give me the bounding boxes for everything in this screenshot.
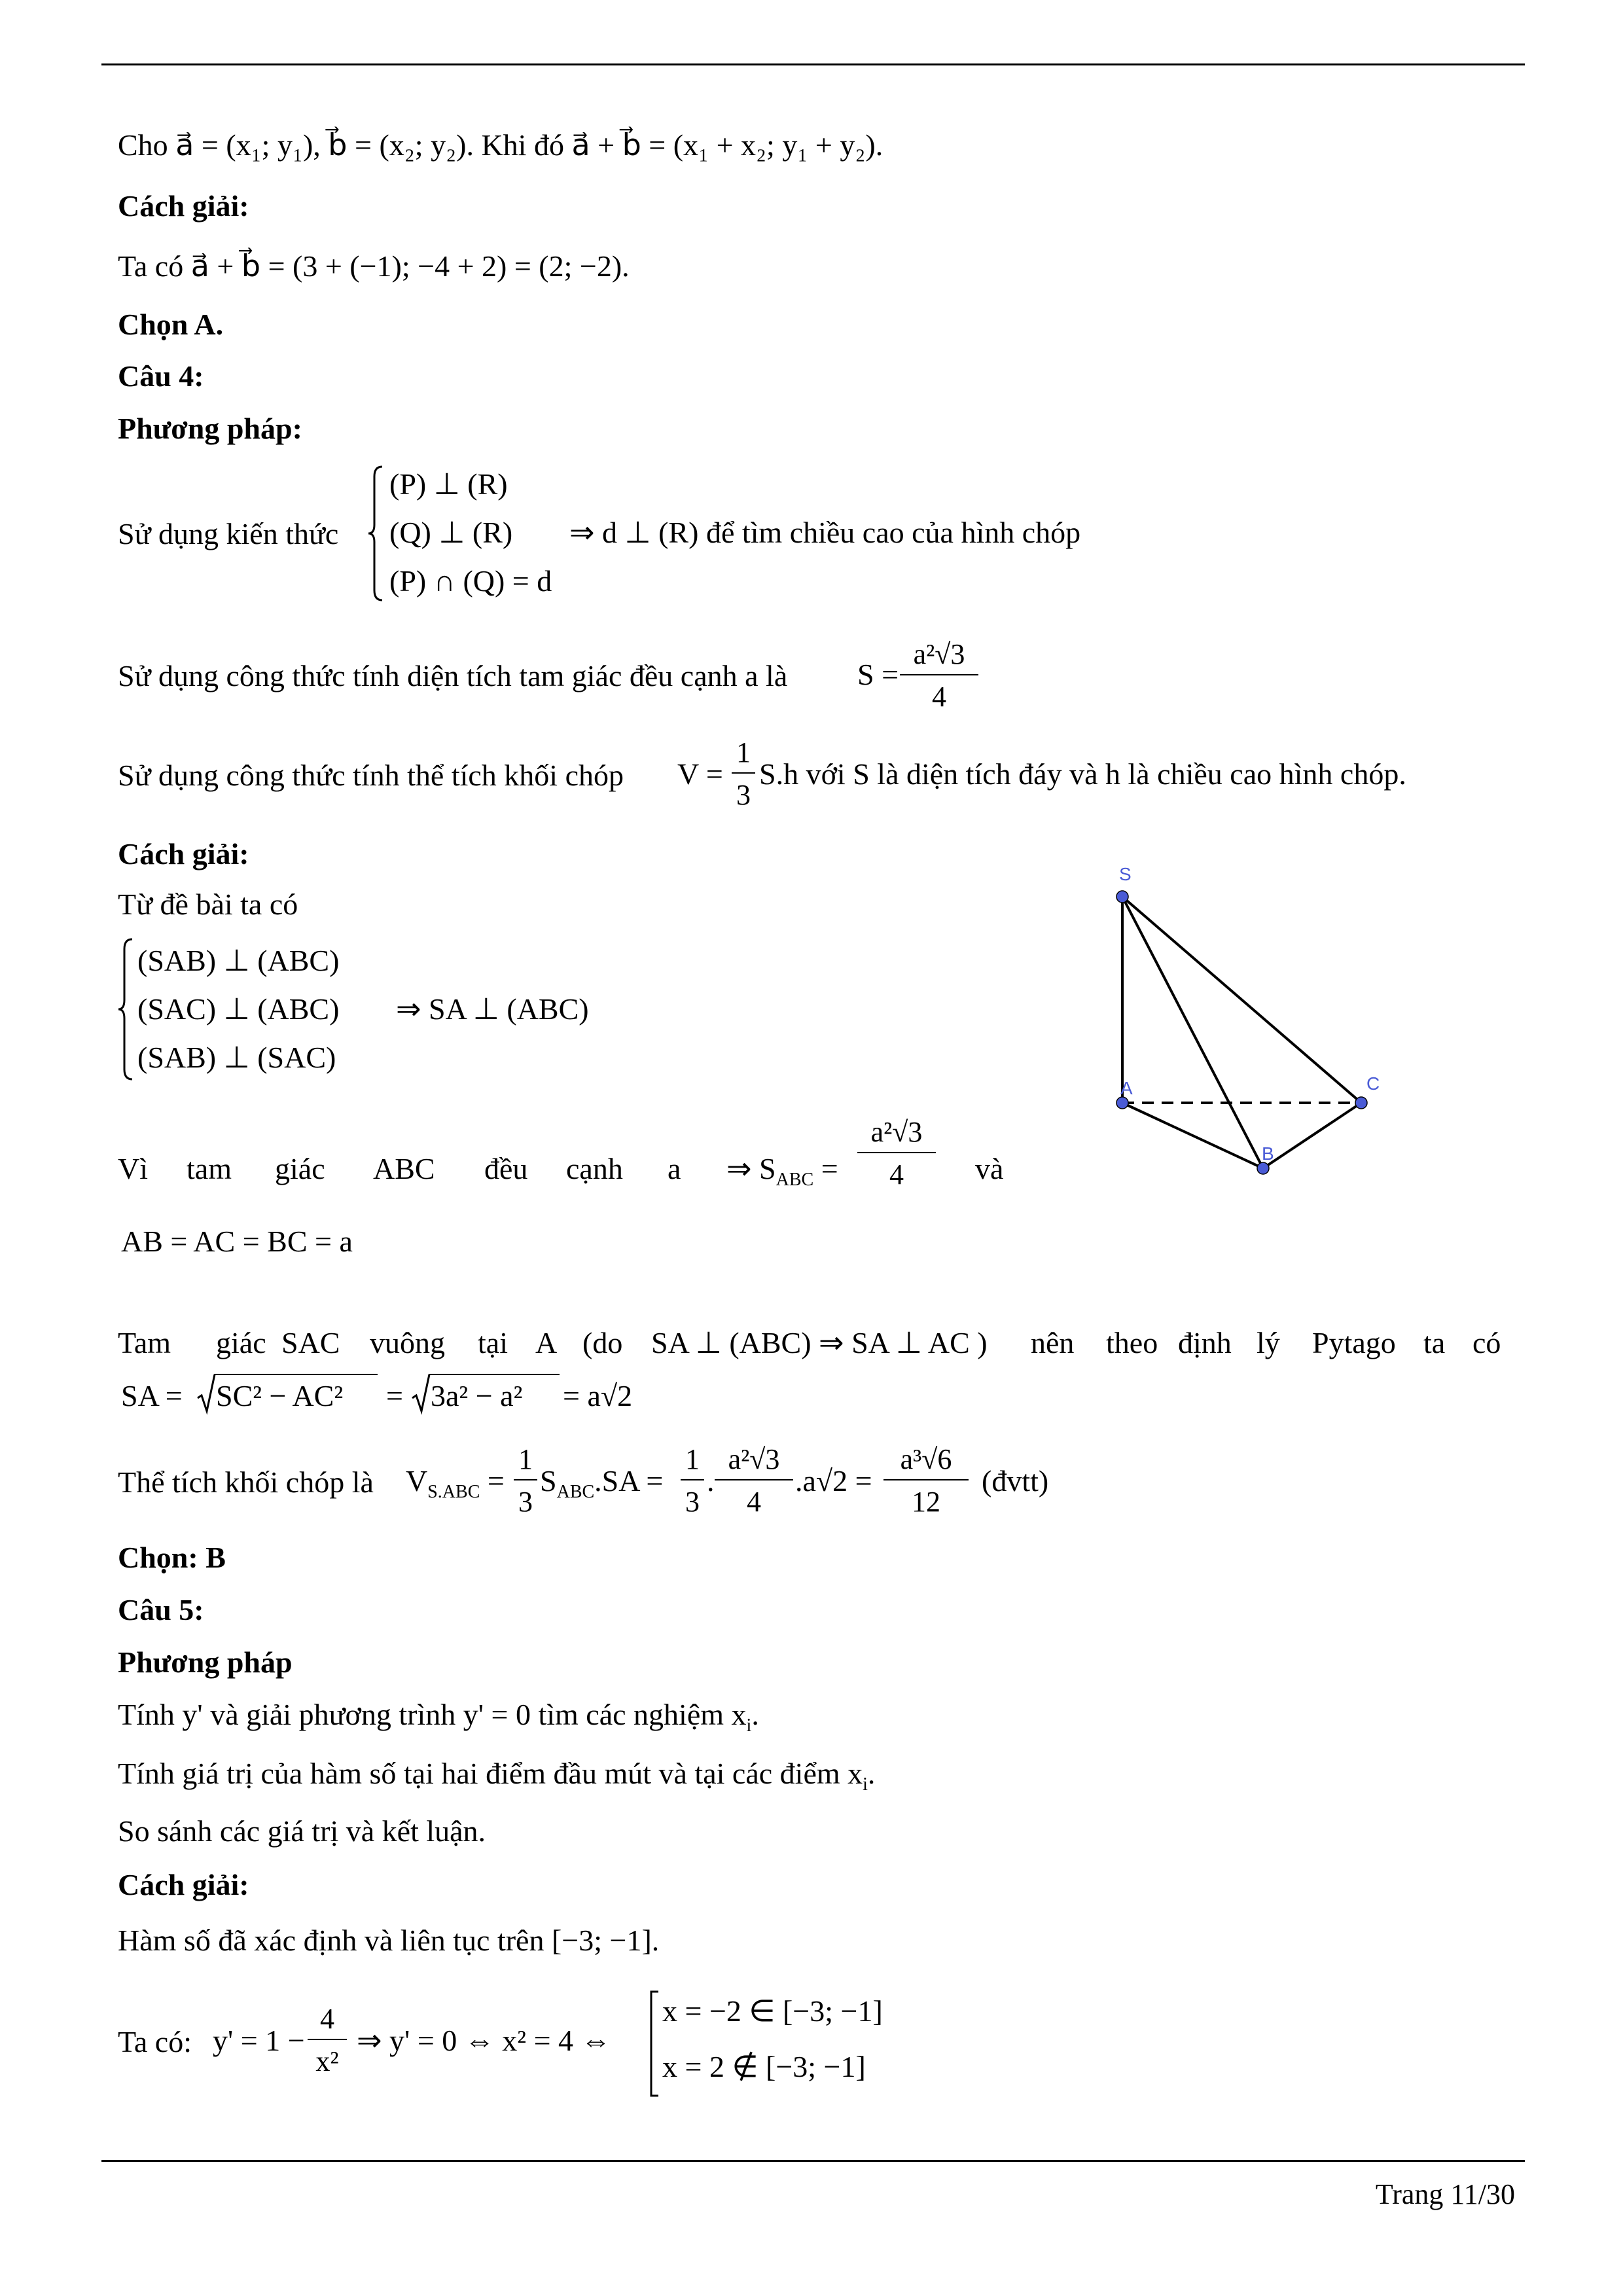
- s4-tri-w2: tam: [187, 1152, 232, 1185]
- s4-sa-root2-sign: [411, 1373, 431, 1415]
- s4-sac-w11: định: [1178, 1326, 1232, 1359]
- s5-deriv-prefix: Ta có:: [118, 2025, 192, 2058]
- s4-tri-w6: cạnh: [566, 1152, 623, 1185]
- s4-sa-res: = a√2: [563, 1379, 633, 1412]
- label-c: C: [1366, 1073, 1380, 1094]
- s4-v-f1-den: 3: [518, 1486, 533, 1518]
- s4-v-lhs: $V_{S.ABC}$ =: [406, 1464, 505, 1503]
- s3-cach-giai: Cách giải:: [118, 189, 249, 223]
- s4-v-dot: .: [707, 1464, 715, 1498]
- edge-sc: [1122, 897, 1361, 1103]
- s5-deriv-bar: [308, 2039, 347, 2040]
- s4-sac-w5: tại: [478, 1326, 508, 1359]
- header-rule: [101, 63, 1525, 65]
- edge-bc: [1263, 1103, 1361, 1168]
- s5-deriv-rhs: ⇒ y' = 0 ⇔ x² = 4 ⇔: [357, 2024, 611, 2057]
- s4-vol-text: Sử dụng công thức tính thể tích khối chóp: [118, 759, 624, 792]
- s4-system1-result: ⇒ d ⊥ (R) để tìm chiều cao của hình chóp: [569, 516, 1081, 549]
- s4-v-f3-bar: [715, 1479, 793, 1480]
- s4-sac-w6: A: [535, 1326, 558, 1359]
- vertex-b: [1257, 1162, 1269, 1174]
- s4-sabc-lhs: ⇒ $S_{ABC}$ =: [726, 1152, 838, 1191]
- s3-intro-formula: a⃗ = (x₁; y₁), b⃗ = (x₂; y₂): [175, 128, 467, 162]
- s4-cach-giai: Cách giải:: [118, 837, 249, 870]
- edge-sb: [1122, 897, 1263, 1168]
- s4-system1-eq2: (Q) ⊥ (R): [389, 516, 513, 549]
- s4-sides: AB = AC = BC = a: [121, 1225, 353, 1258]
- s3-intro-line: Cho a⃗ = (x₁; y₁), b⃗ = (x₂; y₂). Khi đó a⃗ + b⃗ = (x₁ + x₂; y₁ + y₂).: [118, 128, 883, 162]
- s5-deriv-lhs: y' = 1 −: [213, 2024, 305, 2057]
- s4-vol-sentence: Thể tích khối chóp là: [118, 1465, 374, 1499]
- s4-tri-w5: đều: [484, 1152, 528, 1185]
- footer-rule: [101, 2160, 1525, 2162]
- s4-system2-result: ⇒ SA ⊥ (ABC): [396, 992, 589, 1026]
- s4-sac-w2: giác: [216, 1326, 266, 1359]
- s4-area-num: a²√3: [913, 638, 965, 670]
- s5-step3: So sánh các giá trị và kết luận.: [118, 1814, 486, 1848]
- s4-area-bar: [900, 674, 978, 675]
- s4-sa-root1-bar: [214, 1374, 378, 1375]
- label-s: S: [1119, 864, 1132, 884]
- s4-tri-w1: Vì: [118, 1152, 148, 1185]
- s4-chon: Chọn: B: [118, 1541, 226, 1574]
- s3-solution-formula: a⃗ + b⃗ = (3 + (−1); −4 + 2) = (2; −2): [190, 249, 622, 283]
- s4-from-problem: Từ đề bài ta có: [118, 888, 298, 921]
- s4-tri-w7: a: [668, 1152, 681, 1185]
- s4-vol-rhs: S.h với S là diện tích đáy và h là chiều cao hình chóp.: [759, 757, 1406, 791]
- s4-sa-lhs: SA =: [121, 1379, 183, 1412]
- label-b: B: [1262, 1143, 1274, 1164]
- s5-step2: Tính giá trị của hàm số tại hai điểm đầu mút và tại các điểm $x_i$.: [118, 1757, 876, 1795]
- s4-system1-eq1: (P) ⊥ (R): [389, 467, 508, 501]
- s5-step1: Tính y' và giải phương trình y' = 0 tìm các nghiệm $x_i$.: [118, 1698, 759, 1736]
- s4-v-f2-num: 1: [685, 1443, 700, 1475]
- s5-title: Câu 5:: [118, 1593, 204, 1626]
- s4-system2-eq1: (SAB) ⊥ (ABC): [137, 944, 340, 977]
- s4-vol-bar: [732, 772, 755, 774]
- s4-sac-w4: vuông: [370, 1326, 445, 1359]
- s4-system2-eq2: (SAC) ⊥ (ABC): [137, 992, 340, 1026]
- pyramid-figure: [1086, 857, 1414, 1185]
- s4-va: và: [975, 1152, 1004, 1185]
- s4-sa-rad2: 3a² − a²: [431, 1379, 523, 1412]
- vertex-c: [1355, 1097, 1367, 1109]
- s4-system1-brace: [366, 465, 386, 602]
- s5-root1: x = −2 ∈ [−3; −1]: [662, 1994, 883, 2028]
- s4-sac-w1: Tam: [118, 1326, 171, 1359]
- s3-chon: Chọn A.: [118, 308, 224, 341]
- s4-sa-root2-bar: [429, 1374, 560, 1375]
- page-number: Trang 11/30: [1375, 2178, 1515, 2210]
- s4-v-unit: (đvtt): [982, 1464, 1049, 1498]
- s5-method: Phương pháp: [118, 1645, 293, 1679]
- s4-sac-w13: Pytago: [1312, 1326, 1396, 1359]
- s4-v-f4-bar: [883, 1479, 969, 1480]
- s4-tri-w3: giác: [275, 1152, 325, 1185]
- s4-sa-root1-sign: [196, 1373, 216, 1415]
- edge-ab: [1122, 1103, 1263, 1168]
- s4-vol-num: 1: [736, 736, 751, 768]
- s4-sabc-bar: [857, 1152, 936, 1153]
- vertex-s: [1116, 891, 1128, 903]
- s4-tri-w4: ABC: [373, 1152, 435, 1185]
- s4-sa-mid: =: [386, 1379, 403, 1412]
- s4-sac-w8: SA ⊥ (ABC) ⇒ SA ⊥ AC ): [651, 1326, 988, 1359]
- s5-domain: Hàm số đã xác định và liên tục trên [−3; −1].: [118, 1924, 660, 1957]
- s5-deriv-num: 4: [320, 2003, 334, 2035]
- s5-root2: x = 2 ∉ [−3; −1]: [662, 2050, 866, 2083]
- s4-sa-rad1: SC² − AC²: [216, 1379, 344, 1412]
- s4-v-f3-num: a²√3: [728, 1443, 780, 1475]
- s4-sac-w10: theo: [1106, 1326, 1158, 1359]
- s4-v-f2-den: 3: [685, 1486, 700, 1518]
- s4-vol-lhs: V =: [677, 757, 723, 791]
- s4-v-s: $S_{ABC}.SA$ =: [540, 1464, 664, 1503]
- s4-v-f4-den: 12: [912, 1486, 940, 1518]
- s4-sac-w15: có: [1472, 1326, 1501, 1359]
- s4-sabc-num: a²√3: [870, 1116, 923, 1148]
- s4-sac-w14: ta: [1423, 1326, 1446, 1359]
- s5-cach-giai: Cách giải:: [118, 1868, 249, 1901]
- s4-v-f1-num: 1: [518, 1443, 533, 1475]
- s4-vol-den: 3: [736, 779, 751, 811]
- s3-intro-result: a⃗ + b⃗ = (x₁ + x₂; y₁ + y₂): [571, 128, 876, 162]
- s4-area-text: Sử dụng công thức tính diện tích tam giác đều cạnh a là: [118, 659, 788, 692]
- s4-title: Câu 4:: [118, 359, 204, 393]
- s5-roots-bracket: [648, 1990, 661, 2098]
- s4-system2-brace: [116, 937, 136, 1081]
- s4-use-knowledge: Sử dụng kiến thức: [118, 517, 339, 550]
- s4-v-mul: .a√2 =: [795, 1464, 872, 1498]
- vertex-a: [1116, 1097, 1128, 1109]
- s4-v-f2-bar: [681, 1479, 704, 1480]
- s4-sac-w9: nên: [1031, 1326, 1075, 1359]
- s4-v-f3-den: 4: [747, 1486, 761, 1518]
- s4-system2-eq3: (SAB) ⊥ (SAC): [137, 1041, 336, 1074]
- s5-domain-interval: [−3; −1]: [551, 1924, 652, 1957]
- s3-solution-line: Ta có a⃗ + b⃗ = (3 + (−1); −4 + 2) = (2; −2).: [118, 249, 630, 283]
- s5-deriv-den: x²: [315, 2045, 339, 2077]
- s4-v-f4-num: a³√6: [900, 1443, 952, 1475]
- s4-v-f1-bar: [514, 1479, 537, 1480]
- s4-sabc-den: 4: [889, 1158, 904, 1191]
- s4-sac-w3: SAC: [281, 1326, 340, 1359]
- s4-method: Phương pháp:: [118, 412, 302, 445]
- s4-area-lhs: S =: [857, 658, 899, 691]
- s4-sac-w7: (do: [582, 1326, 623, 1359]
- s4-sac-w12: lý: [1257, 1326, 1280, 1359]
- s4-system1-eq3: (P) ∩ (Q) = d: [389, 564, 552, 598]
- label-a: A: [1120, 1078, 1133, 1098]
- s4-area-den: 4: [932, 681, 946, 713]
